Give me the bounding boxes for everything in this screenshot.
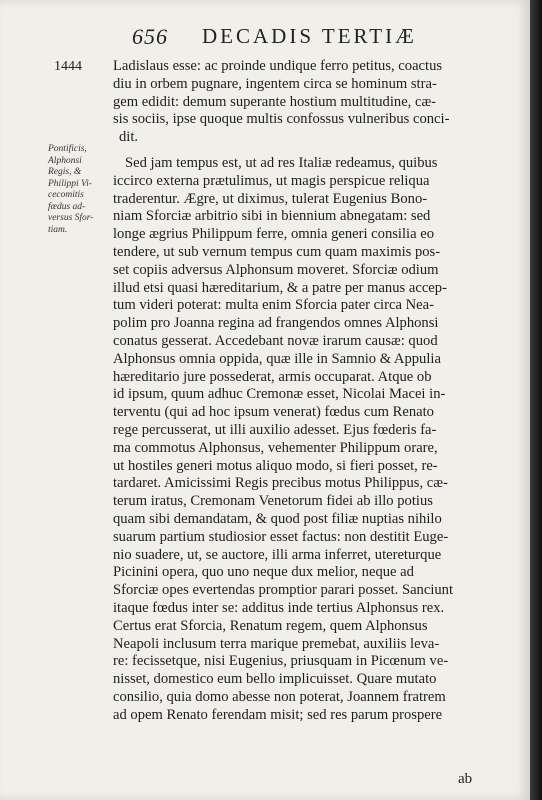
text-line: gem edidit: demum superante hostium multitudine, cæ- — [113, 93, 437, 110]
marginal-note-line: tiam. — [48, 224, 68, 235]
text-line: ut hostiles generi motus aliquo modo, si fieri posset, re- — [113, 457, 438, 474]
text-line: quam sibi demandatam, & quod post filiæ nuptias nihilo — [113, 510, 442, 527]
text-line: Alphonsus omnia oppida, quæ ille in Samnio & Appulia — [113, 350, 441, 367]
text-line: diu in orbem pugnare, ingentem circa se hominum stra- — [113, 75, 437, 92]
text-line: longe ægrius Philippum ferre, omnia generi consilia eo — [113, 226, 434, 243]
main-text — [113, 58, 505, 724]
text-line: id ipsum, quum adhuc Cremonæ esset, Nicolai Macei in- — [113, 386, 446, 403]
text-line: niam Sforciæ arbitrio sibi in biennium abnegatam: sed — [113, 208, 431, 225]
marginal-note-line: Pontificis, — [48, 144, 87, 154]
text-line: terventu (qui ad hoc ipsum venerat) fœdus cum Renato — [113, 404, 434, 421]
text-line: conatus gesserat. Accedebant novæ irarum causæ: quod — [113, 332, 438, 349]
text-line: tardaret. Amicissimi Regis precibus motus Philippus, cæ- — [113, 475, 448, 492]
text-line: Ladislaus esse: ac proinde undique ferro petitus, coactus — [113, 58, 443, 74]
marginal-year: 1444 — [54, 59, 82, 74]
marginal-note-line: Regis, & — [48, 167, 82, 177]
text-line: itaque fœdus inter se: additus inde tertius Alphonsus rex. — [113, 599, 445, 616]
text-line: polim pro Joanna regina ad frangendos omnes Alphonsi — [113, 315, 439, 332]
page-header — [130, 18, 490, 48]
marginal-note-line: Alphonsi — [48, 155, 82, 166]
text-line: Sforciæ opes evertendas promptior parari posset. Sanciunt — [113, 582, 454, 599]
text-line: dit. — [119, 129, 139, 146]
paragraph-2 — [113, 155, 505, 725]
text-line: consilio, quia domo abesse non poterat, Joannem fratrem — [113, 688, 446, 705]
text-line: re: fecissetque, nisi Eugenius, priusquam in Picœnum ve- — [113, 653, 449, 670]
running-head: DECADIS TERTIÆ — [202, 24, 417, 48]
book-edge — [530, 0, 542, 800]
text-line: Neapoli inclusum terra marique premebat, auxiliis leva- — [113, 635, 440, 652]
text-line: Certus erat Sforcia, Renatum regem, quem Alphonsus — [113, 617, 428, 634]
text-line: tendere, ut sub vernum tempus cum quam maximis pos- — [113, 243, 441, 260]
text-line: tum videri poterat: multa enim Sforcia pater circa Nea- — [113, 297, 434, 314]
text-line: nio suadere, ut, se auctore, illi arma inferret, utereturque — [113, 546, 442, 563]
text-line: Sed jam tempus est, ut ad res Italiæ redeamus, quibus — [125, 154, 438, 171]
paragraph-1 — [113, 58, 505, 147]
text-line: suarum partium studiosior esset factus: non destitit Euge- — [113, 528, 449, 545]
text-line: illud etsi quasi hæreditarium, & a patre per manus accep- — [113, 279, 447, 296]
marginal-note — [48, 144, 114, 236]
marginal-note-line: fœdus ad- — [48, 201, 86, 212]
marginal-note-line: versus Sfor- — [48, 213, 94, 223]
marginal-note-line: Philippi Vi- — [48, 178, 92, 189]
catchword: ab — [458, 771, 473, 787]
text-line: rege percusserat, ut illi auxilio adesset. Ejus fœderis fa- — [113, 421, 437, 438]
text-line: traderentur. Ægre, ut diximus, tulerat Eugenius Bono- — [113, 190, 428, 207]
marginal-note-line: cecomitis — [48, 190, 84, 200]
text-line: nisset, domestico eum bello implicuisset. Quare mutato — [113, 671, 437, 688]
text-line: ma commotus Alphonsus, vehementer Philippum orare, — [113, 439, 438, 456]
text-line: terum iratus, Cremonam Venetorum fidei ab illo potius — [113, 493, 433, 510]
page-number: 656 — [132, 24, 168, 49]
text-line: Picinini opera, quo uno neque dux melior, neque ad — [113, 564, 414, 581]
text-line: sis sociis, ipse quoque multis confossus vulneribus conci- — [113, 111, 450, 128]
text-line: ad opem Renato ferendam misit; sed res parum prospere — [113, 706, 443, 723]
text-line: set copiis adversus Alphonsum moveret. Sforciæ odium — [113, 261, 439, 278]
text-line: iccirco externa prætulimus, ut magis perspicue reliqua — [113, 172, 430, 189]
text-line: hæreditario jure possederat, armis occuparat. Atque ob — [113, 368, 432, 385]
